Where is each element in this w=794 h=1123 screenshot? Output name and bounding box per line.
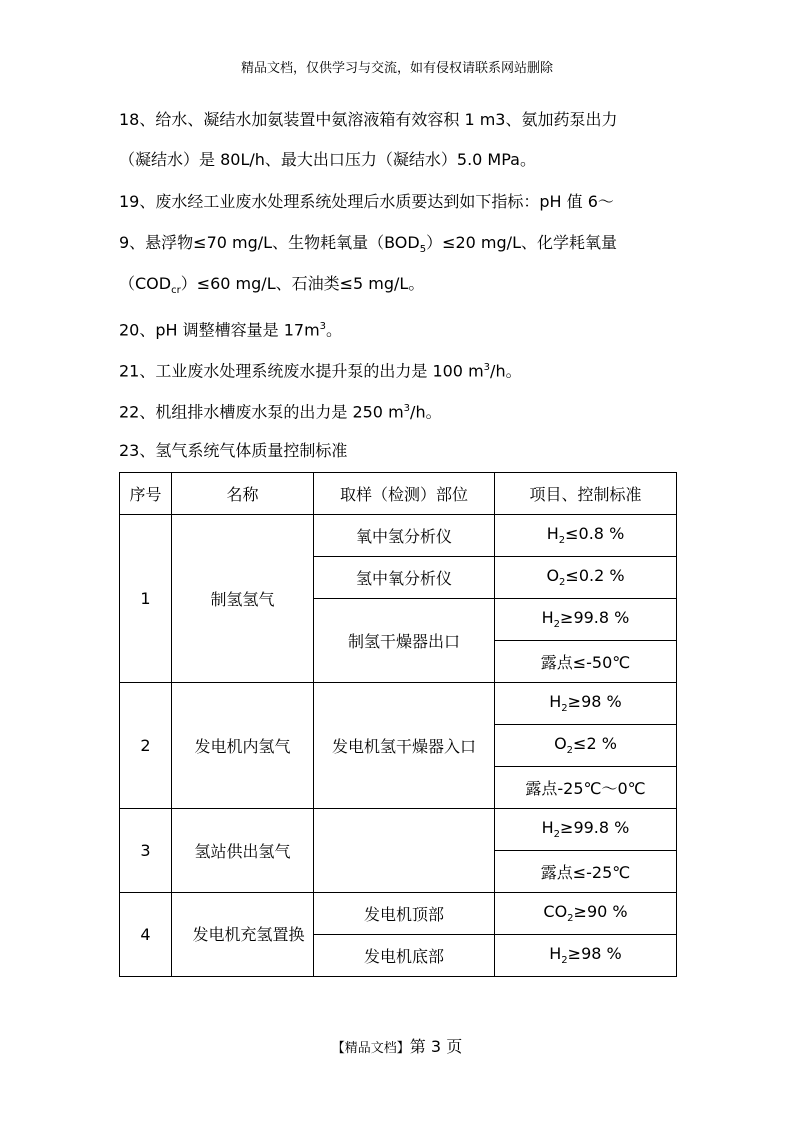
text-run: ≥98 % — [567, 692, 622, 712]
paragraph-20 — [119, 317, 679, 340]
text-run: ≤2 % — [573, 734, 617, 754]
control-standard — [495, 557, 677, 599]
table-row — [120, 893, 677, 935]
footer-tag: 【精品文档】 — [331, 1041, 410, 1056]
paragraph-21 — [119, 358, 679, 381]
sampling-location: 发电机氢干燥器入口 — [314, 683, 495, 809]
page-header: 精品文档，仅供学习与交流，如有侵权请联系网站删除 — [240, 61, 553, 76]
subscript: 2 — [559, 577, 566, 589]
subscript: 2 — [553, 829, 561, 841]
header-cell-number: 序号 — [120, 473, 172, 515]
subscript: 2 — [561, 955, 568, 967]
control-standard — [495, 935, 677, 977]
row-number: 4 — [120, 893, 172, 977]
page-number: 3 — [430, 1037, 442, 1056]
sampling-location-empty — [314, 809, 495, 893]
paragraph-19-line-1: 19、废水经工业废水处理系统处理后水质要达到如下指标：pH 值 6～ — [119, 192, 614, 211]
row-number: 1 — [120, 515, 172, 683]
text-run: 20、pH 调整槽容量是 17m — [119, 320, 320, 340]
control-standard — [495, 725, 677, 767]
superscript: 3 — [483, 362, 491, 373]
page-footer — [0, 1034, 794, 1057]
text-run: /h。 — [410, 402, 442, 422]
text-run: ≥98 % — [567, 944, 622, 964]
text-run: ≥99.8 % — [560, 818, 630, 838]
paragraph-18-line-2: （凝结水）是 80L/h、最大出口压力（凝结水）5.0 MPa。 — [119, 150, 536, 169]
subscript: cr — [171, 285, 181, 297]
paragraph-22 — [119, 399, 679, 422]
text-run: O — [546, 566, 560, 586]
superscript: 3 — [403, 403, 411, 414]
row-number: 2 — [120, 683, 172, 809]
control-standard — [495, 515, 677, 557]
row-name: 发电机内氢气 — [172, 683, 314, 809]
text-run: H — [549, 944, 562, 964]
subscript: 2 — [566, 745, 574, 757]
sampling-location: 氢中氧分析仪 — [314, 557, 495, 599]
row-name: 氢站供出氢气 — [172, 809, 314, 893]
table-header-row — [120, 473, 677, 515]
superscript: 3 — [319, 321, 327, 332]
row-name: 制氢氢气 — [172, 515, 314, 683]
text-run: 9、悬浮物≤70 mg/L、生物耗氧量（BOD — [119, 233, 420, 252]
text-run: ≥90 % — [573, 902, 628, 922]
paragraph-19-line-2 — [119, 233, 679, 260]
table-row — [120, 515, 677, 557]
subscript: 2 — [561, 703, 568, 715]
text-run: ）≤60 mg/L、石油类≤5 mg/L。 — [180, 274, 425, 293]
text-run: 。 — [326, 320, 343, 340]
sampling-location: 发电机底部 — [314, 935, 495, 977]
text-run: H — [546, 524, 559, 544]
hydrogen-quality-table — [119, 472, 677, 977]
text-run: ≥99.8 % — [560, 608, 630, 628]
row-number: 3 — [120, 809, 172, 893]
subscript: 2 — [553, 619, 561, 631]
text-run: H — [541, 818, 554, 838]
control-standard — [495, 893, 677, 935]
sampling-location: 发电机顶部 — [314, 893, 495, 935]
text-run: H — [549, 692, 562, 712]
paragraph-18-line-1: 18、给水、凝结水加氨装置中氨溶液箱有效容积 1 m3、氨加药泵出力 — [119, 110, 618, 129]
control-standard — [495, 683, 677, 725]
control-standard — [495, 809, 677, 851]
text-run: O — [554, 734, 567, 754]
text-run: （COD — [119, 274, 172, 293]
text-run: H — [541, 608, 554, 628]
text-run: 22、机组排水槽废水泵的出力是 250 m — [119, 402, 404, 422]
subscript: 5 — [419, 244, 427, 256]
row-name: 发电机充氢置换 — [172, 893, 314, 977]
page-prefix: 第 — [409, 1037, 426, 1056]
control-standard: 露点≤-25℃ — [495, 851, 677, 893]
page-suffix: 页 — [446, 1037, 463, 1056]
sampling-location: 氧中氢分析仪 — [314, 515, 495, 557]
paragraph-23-table-caption: 23、氢气系统气体质量控制标准 — [119, 441, 348, 460]
sampling-location: 制氢干燥器出口 — [314, 599, 495, 683]
table-row — [120, 809, 677, 851]
table-row — [120, 683, 677, 725]
text-run: ≤0.8 % — [565, 524, 625, 544]
subscript: 2 — [558, 535, 566, 547]
text-run: ≤0.2 % — [565, 566, 625, 586]
header-cell-location: 取样（检测）部位 — [314, 473, 495, 515]
text-run: /h。 — [490, 361, 522, 381]
text-run: 21、工业废水处理系统废水提升泵的出力是 100 m — [119, 361, 484, 381]
header-cell-name: 名称 — [172, 473, 314, 515]
text-run: ）≤20 mg/L、化学耗氧量 — [426, 233, 617, 252]
control-standard: 露点≤-50℃ — [495, 641, 677, 683]
text-run: CO — [543, 902, 568, 922]
paragraph-19-line-3 — [119, 274, 679, 301]
subscript: 2 — [567, 913, 574, 925]
control-standard — [495, 599, 677, 641]
control-standard: 露点-25℃～0℃ — [495, 767, 677, 809]
header-cell-standard: 项目、控制标准 — [495, 473, 677, 515]
